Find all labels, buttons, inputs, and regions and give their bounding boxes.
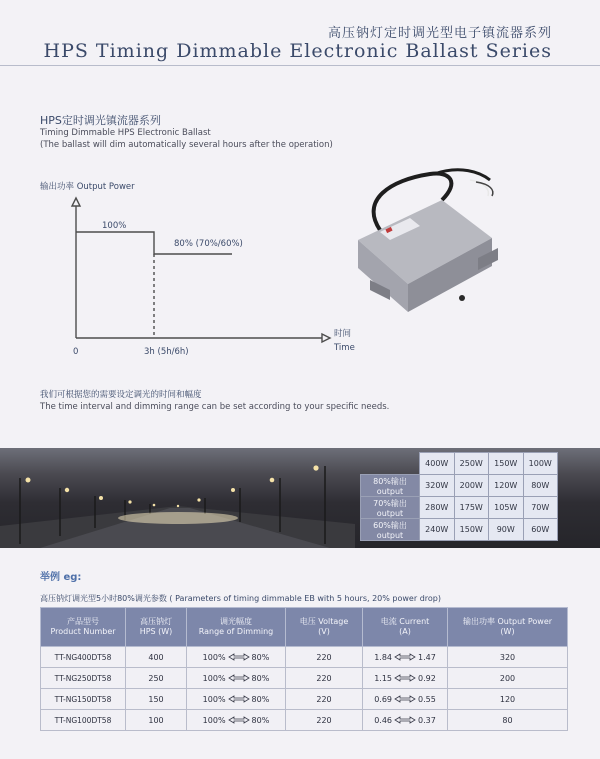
power-table-row xyxy=(361,497,558,519)
power-table-cell: 175W xyxy=(454,497,489,519)
spec-header-en: HPS (W) xyxy=(139,627,173,636)
spec-model: TT-NG250DT58 xyxy=(41,668,126,689)
power-table-row-label: 80%输出output xyxy=(361,475,420,497)
power-table-cell: 105W xyxy=(489,497,524,519)
spec-model: TT-NG150DT58 xyxy=(41,689,126,710)
graph-y-arrow xyxy=(72,198,80,206)
spec-current xyxy=(363,668,448,689)
spec-table-row xyxy=(41,647,568,668)
power-table-cell: 240W xyxy=(420,519,455,541)
section-subtitle-note: (The ballast will dim automatically several hours after the operation) xyxy=(40,140,333,150)
graph-y-label: 输出功率 Output Power xyxy=(40,182,135,192)
spec-table-header-row xyxy=(41,608,568,647)
spec-table-row xyxy=(41,710,568,731)
ballast-product-image xyxy=(350,160,550,340)
spec-dimming xyxy=(187,647,286,668)
spec-header-cell xyxy=(363,608,448,647)
power-table-cell: 120W xyxy=(489,475,524,497)
section-subtitle-en: Timing Dimmable HPS Electronic Ballast xyxy=(40,128,211,138)
spec-table-row xyxy=(41,668,568,689)
section-title: HPS定时调光镇流器系列 xyxy=(40,114,161,127)
double-arrow-icon xyxy=(228,695,250,703)
graph-x-origin: 0 xyxy=(73,347,79,357)
dim-from: 100% xyxy=(202,673,226,683)
cur-from: 0.46 xyxy=(374,715,392,725)
power-table-cell: 280W xyxy=(420,497,455,519)
example-note: 高压钠灯调光型5小时80%调光参数 ( Parameters of timing dimmable EB with 5 hours, 20% power drop) xyxy=(40,594,441,603)
double-arrow-icon xyxy=(228,653,250,661)
spec-hps: 250 xyxy=(126,668,187,689)
spec-header-cn: 高压钠灯 xyxy=(140,617,172,626)
spec-dimming xyxy=(187,710,286,731)
spec-header-cell xyxy=(126,608,187,647)
double-arrow-icon xyxy=(394,695,416,703)
spec-voltage: 220 xyxy=(286,647,363,668)
section-subtitle xyxy=(40,127,333,151)
spec-dimming xyxy=(187,689,286,710)
graph-x-label-cn: 时间 xyxy=(334,329,352,339)
cur-to: 0.37 xyxy=(418,715,436,725)
spec-dimming xyxy=(187,668,286,689)
spec-header-cn: 输出功率 Output Power xyxy=(462,617,553,626)
power-table-cell: 320W xyxy=(420,475,455,497)
cur-to: 0.55 xyxy=(418,694,436,704)
spec-header-en: (W) xyxy=(500,627,515,636)
graph-x-switch: 3h (5h/6h) xyxy=(144,347,189,357)
power-table-header-cell: 100W xyxy=(523,453,558,475)
spec-output: 120 xyxy=(448,689,568,710)
power-table-cell: 60W xyxy=(523,519,558,541)
spec-table-row xyxy=(41,689,568,710)
spec-header-en: Product Number xyxy=(50,627,116,636)
note-en: The time interval and dimming range can be set according to your specific needs. xyxy=(40,402,390,412)
spec-output: 320 xyxy=(448,647,568,668)
graph-x-label-en: Time xyxy=(334,343,355,353)
spec-header-cell xyxy=(187,608,286,647)
spec-current xyxy=(363,647,448,668)
spec-hps: 100 xyxy=(126,710,187,731)
spec-header-en: Range of Dimming xyxy=(198,627,274,636)
cur-to: 1.47 xyxy=(418,652,436,662)
spec-hps: 400 xyxy=(126,647,187,668)
cur-from: 1.84 xyxy=(374,652,392,662)
page-title-en: HPS Timing Dimmable Electronic Ballast Series xyxy=(43,40,552,62)
power-table-row xyxy=(361,475,558,497)
spec-header-en: (A) xyxy=(399,627,411,636)
power-table-header-cell: 400W xyxy=(420,453,455,475)
spec-header-cn: 电压 Voltage xyxy=(299,617,349,626)
spec-header-cn: 产品型号 xyxy=(67,617,99,626)
page-title-cn: 高压钠灯定时调光型电子镇流器系列 xyxy=(327,26,552,41)
power-table-header-cell: 150W xyxy=(489,453,524,475)
cur-to: 0.92 xyxy=(418,673,436,683)
power-table-corner xyxy=(361,453,420,475)
double-arrow-icon xyxy=(228,716,250,724)
header-divider xyxy=(0,65,600,66)
spec-header-cell xyxy=(286,608,363,647)
power-table-header-cell: 250W xyxy=(454,453,489,475)
dim-from: 100% xyxy=(202,694,226,704)
spec-header-cn: 调光幅度 xyxy=(220,617,252,626)
example-title: 举例 eg: xyxy=(40,572,82,583)
power-table-cell: 70W xyxy=(523,497,558,519)
street-lights-photo xyxy=(0,448,355,548)
double-arrow-icon xyxy=(394,674,416,682)
spec-current xyxy=(363,710,448,731)
power-table-cell: 80W xyxy=(523,475,558,497)
power-table-header-row xyxy=(361,453,558,475)
dim-to: 80% xyxy=(251,694,270,704)
spec-header-cn: 电流 Current xyxy=(380,617,430,626)
graph-level-full: 100% xyxy=(102,221,127,231)
spec-hps: 150 xyxy=(126,689,187,710)
spec-table xyxy=(40,607,568,731)
power-table-row xyxy=(361,519,558,541)
spec-header-cell xyxy=(41,608,126,647)
spec-output: 200 xyxy=(448,668,568,689)
double-arrow-icon xyxy=(394,653,416,661)
spec-model: TT-NG100DT58 xyxy=(41,710,126,731)
power-table-cell: 150W xyxy=(454,519,489,541)
spec-voltage: 220 xyxy=(286,668,363,689)
note-cn: 我们可根据您的需要设定调光的时间和幅度 xyxy=(40,390,202,400)
graph-level-dim: 80% (70%/60%) xyxy=(174,239,243,249)
spec-header-cell xyxy=(448,608,568,647)
spec-voltage: 220 xyxy=(286,710,363,731)
spec-model: TT-NG400DT58 xyxy=(41,647,126,668)
spec-header-en: (V) xyxy=(318,627,330,636)
power-table-row-label: 60%输出output xyxy=(361,519,420,541)
power-table-cell: 200W xyxy=(454,475,489,497)
graph-x-arrow xyxy=(322,334,330,342)
spec-voltage: 220 xyxy=(286,689,363,710)
cur-from: 0.69 xyxy=(374,694,392,704)
dim-from: 100% xyxy=(202,652,226,662)
dim-from: 100% xyxy=(202,715,226,725)
dim-to: 80% xyxy=(251,715,270,725)
power-table-row-label: 70%输出output xyxy=(361,497,420,519)
dimming-graph xyxy=(40,190,360,370)
spec-current xyxy=(363,689,448,710)
double-arrow-icon xyxy=(394,716,416,724)
dim-to: 80% xyxy=(251,652,270,662)
dim-to: 80% xyxy=(251,673,270,683)
power-table-cell: 90W xyxy=(489,519,524,541)
cur-from: 1.15 xyxy=(374,673,392,683)
spec-output: 80 xyxy=(448,710,568,731)
power-output-table xyxy=(360,452,558,541)
double-arrow-icon xyxy=(228,674,250,682)
